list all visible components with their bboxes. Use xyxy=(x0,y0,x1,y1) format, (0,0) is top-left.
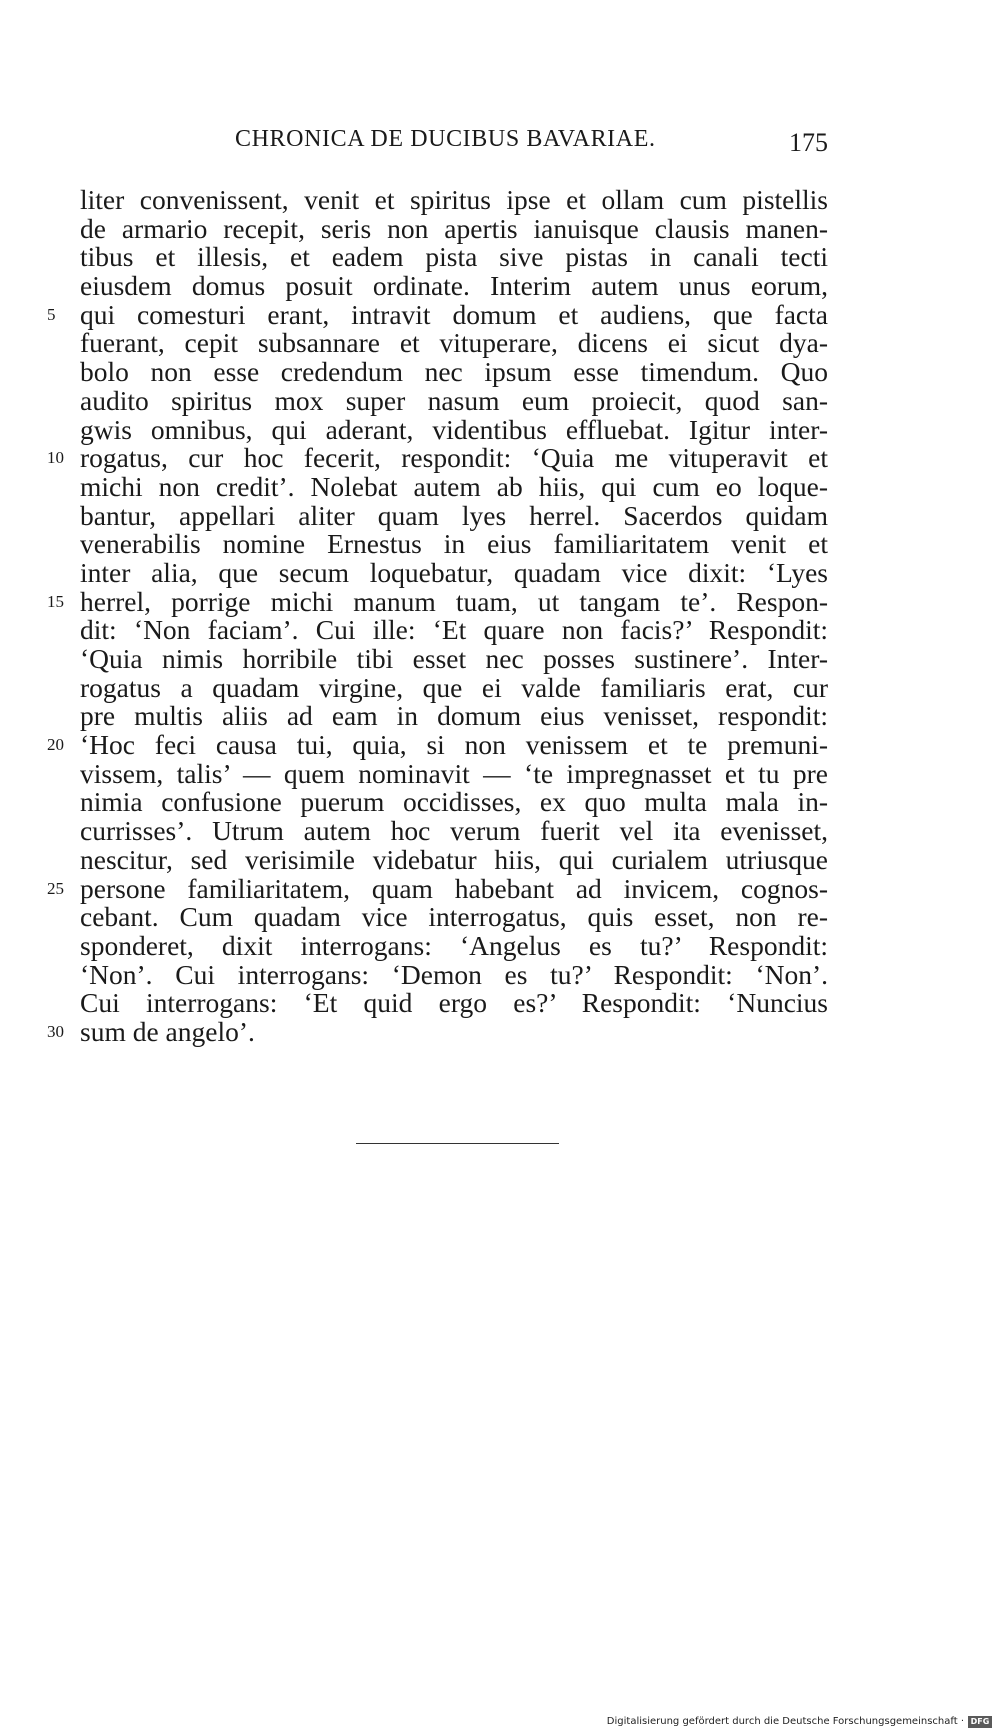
line-text: Cui interrogans: ‘Et quid ergo es?’ Respondit: ‘Nuncius xyxy=(80,987,828,1019)
text-line xyxy=(47,1015,828,1047)
text-line xyxy=(80,530,828,559)
text-line xyxy=(80,329,828,358)
text-line xyxy=(80,186,828,215)
line-text: venerabilis nomine Ernestus in eius familiaritatem venit et xyxy=(80,528,828,560)
line-text: liter convenissent, venit et spiritus ipse et ollam cum pistellis xyxy=(80,184,828,215)
end-rule xyxy=(356,1143,559,1144)
text-line xyxy=(80,788,828,817)
text-line xyxy=(80,702,828,731)
line-number: 30 xyxy=(47,1021,64,1041)
text-line xyxy=(80,358,828,387)
text-line xyxy=(47,729,828,761)
text-line xyxy=(80,903,828,932)
line-text: dit: ‘Non faciam’. Cui ille: ‘Et quare non facis?’ Respondit: xyxy=(80,614,828,646)
line-text: michi non credit’. Nolebat autem ab hiis, qui cum eo loque- xyxy=(80,470,828,502)
text-line xyxy=(80,989,828,1018)
text-line xyxy=(80,384,828,416)
text-line xyxy=(80,645,828,674)
text-line xyxy=(80,929,828,961)
text-line xyxy=(80,470,828,502)
body-text xyxy=(47,184,828,1047)
page-number: 175 xyxy=(789,128,828,157)
line-text: ‘Hoc feci causa tui, quia, si non venissem et te premuni- xyxy=(80,729,828,761)
text-line xyxy=(80,671,828,703)
line-number: 5 xyxy=(47,304,56,324)
line-text: rogatus a quadam virgine, que ei valde familiaris erat, cur xyxy=(80,671,828,703)
line-text: de armario recepit, seris non apertis ianuisque clausis manen- xyxy=(80,212,828,244)
running-title: CHRONICA DE DUCIBUS BAVARIAE. xyxy=(235,126,656,152)
line-text: nimia confusione puerum occidisses, ex quo multa mala in- xyxy=(80,786,828,818)
text-line xyxy=(80,616,828,645)
line-text: bantur, appellari aliter quam lyes herrel. Sacerdos quidam xyxy=(80,499,828,531)
text-line xyxy=(80,212,828,244)
line-text: audito spiritus mox super nasum eum proiecit, quod san- xyxy=(80,384,828,416)
page-header xyxy=(80,126,828,162)
line-number: 25 xyxy=(47,878,64,898)
line-text: sponderet, dixit interrogans: ‘Angelus es tu?’ Respondit: xyxy=(80,929,828,961)
text-line xyxy=(80,817,828,846)
line-text: bolo non esse credendum nec ipsum esse timendum. Quo xyxy=(80,356,828,388)
line-text: qui comesturi erant, intravit domum et audiens, que facta xyxy=(80,298,828,330)
line-text: eiusdem domus posuit ordinate. Interim autem unus eorum, xyxy=(80,270,828,302)
text-line xyxy=(47,442,828,474)
line-text: inter alia, que secum loquebatur, quadam vice dixit: ‘Lyes xyxy=(80,556,828,588)
text-line xyxy=(80,272,828,301)
line-number: 15 xyxy=(47,591,64,611)
text-line xyxy=(47,872,828,904)
line-text: nescitur, sed verisimile videbatur hiis, qui curialem utriusque xyxy=(80,843,828,875)
text-line xyxy=(47,298,828,330)
text-line xyxy=(80,843,828,875)
line-text: rogatus, cur hoc fecerit, respondit: ‘Quia me vituperavit et xyxy=(80,442,828,474)
line-text: sum de angelo’. xyxy=(80,1015,255,1047)
text-line xyxy=(80,757,828,789)
line-text: currisses’. Utrum autem hoc verum fuerit vel ita evenisset, xyxy=(80,815,828,847)
text-line xyxy=(80,243,828,272)
line-text: gwis omnibus, qui aderant, videntibus effluebat. Igitur inter- xyxy=(80,413,828,445)
text-line xyxy=(80,958,828,990)
line-text: fuerant, cepit subsannare et vituperare, dicens ei sicut dya- xyxy=(80,327,828,359)
line-text: herrel, porrige michi manum tuam, ut tangam te’. Respon- xyxy=(80,585,828,617)
line-text: ‘Quia nimis horribile tibi esset nec posses sustinere’. Inter- xyxy=(80,643,828,674)
text-line xyxy=(47,585,828,617)
text-line xyxy=(80,499,828,531)
dfg-logo: DFG xyxy=(968,1716,992,1728)
line-text: pre multis aliis ad eam in domum eius venisset, respondit: xyxy=(80,700,828,732)
line-text: vissem, talis’ — quem nominavit — ‘te impregnasset et tu pre xyxy=(80,757,828,789)
digitization-credit: Digitalisierung gefördert durch die Deutsche Forschungsgemeinschaft · xyxy=(606,1716,964,1727)
line-number: 10 xyxy=(47,448,64,468)
line-text: tibus et illesis, et eadem pista sive pistas in canali tecti xyxy=(80,241,828,273)
line-text: cebant. Cum quadam vice interrogatus, quis esset, non re- xyxy=(80,901,828,933)
text-line xyxy=(80,556,828,588)
line-number: 20 xyxy=(47,735,64,755)
line-text: ‘Non’. Cui interrogans: ‘Demon es tu?’ Respondit: ‘Non’. xyxy=(80,958,828,990)
text-line xyxy=(80,413,828,445)
line-text: persone familiaritatem, quam habebant ad invicem, cognos- xyxy=(80,872,828,904)
